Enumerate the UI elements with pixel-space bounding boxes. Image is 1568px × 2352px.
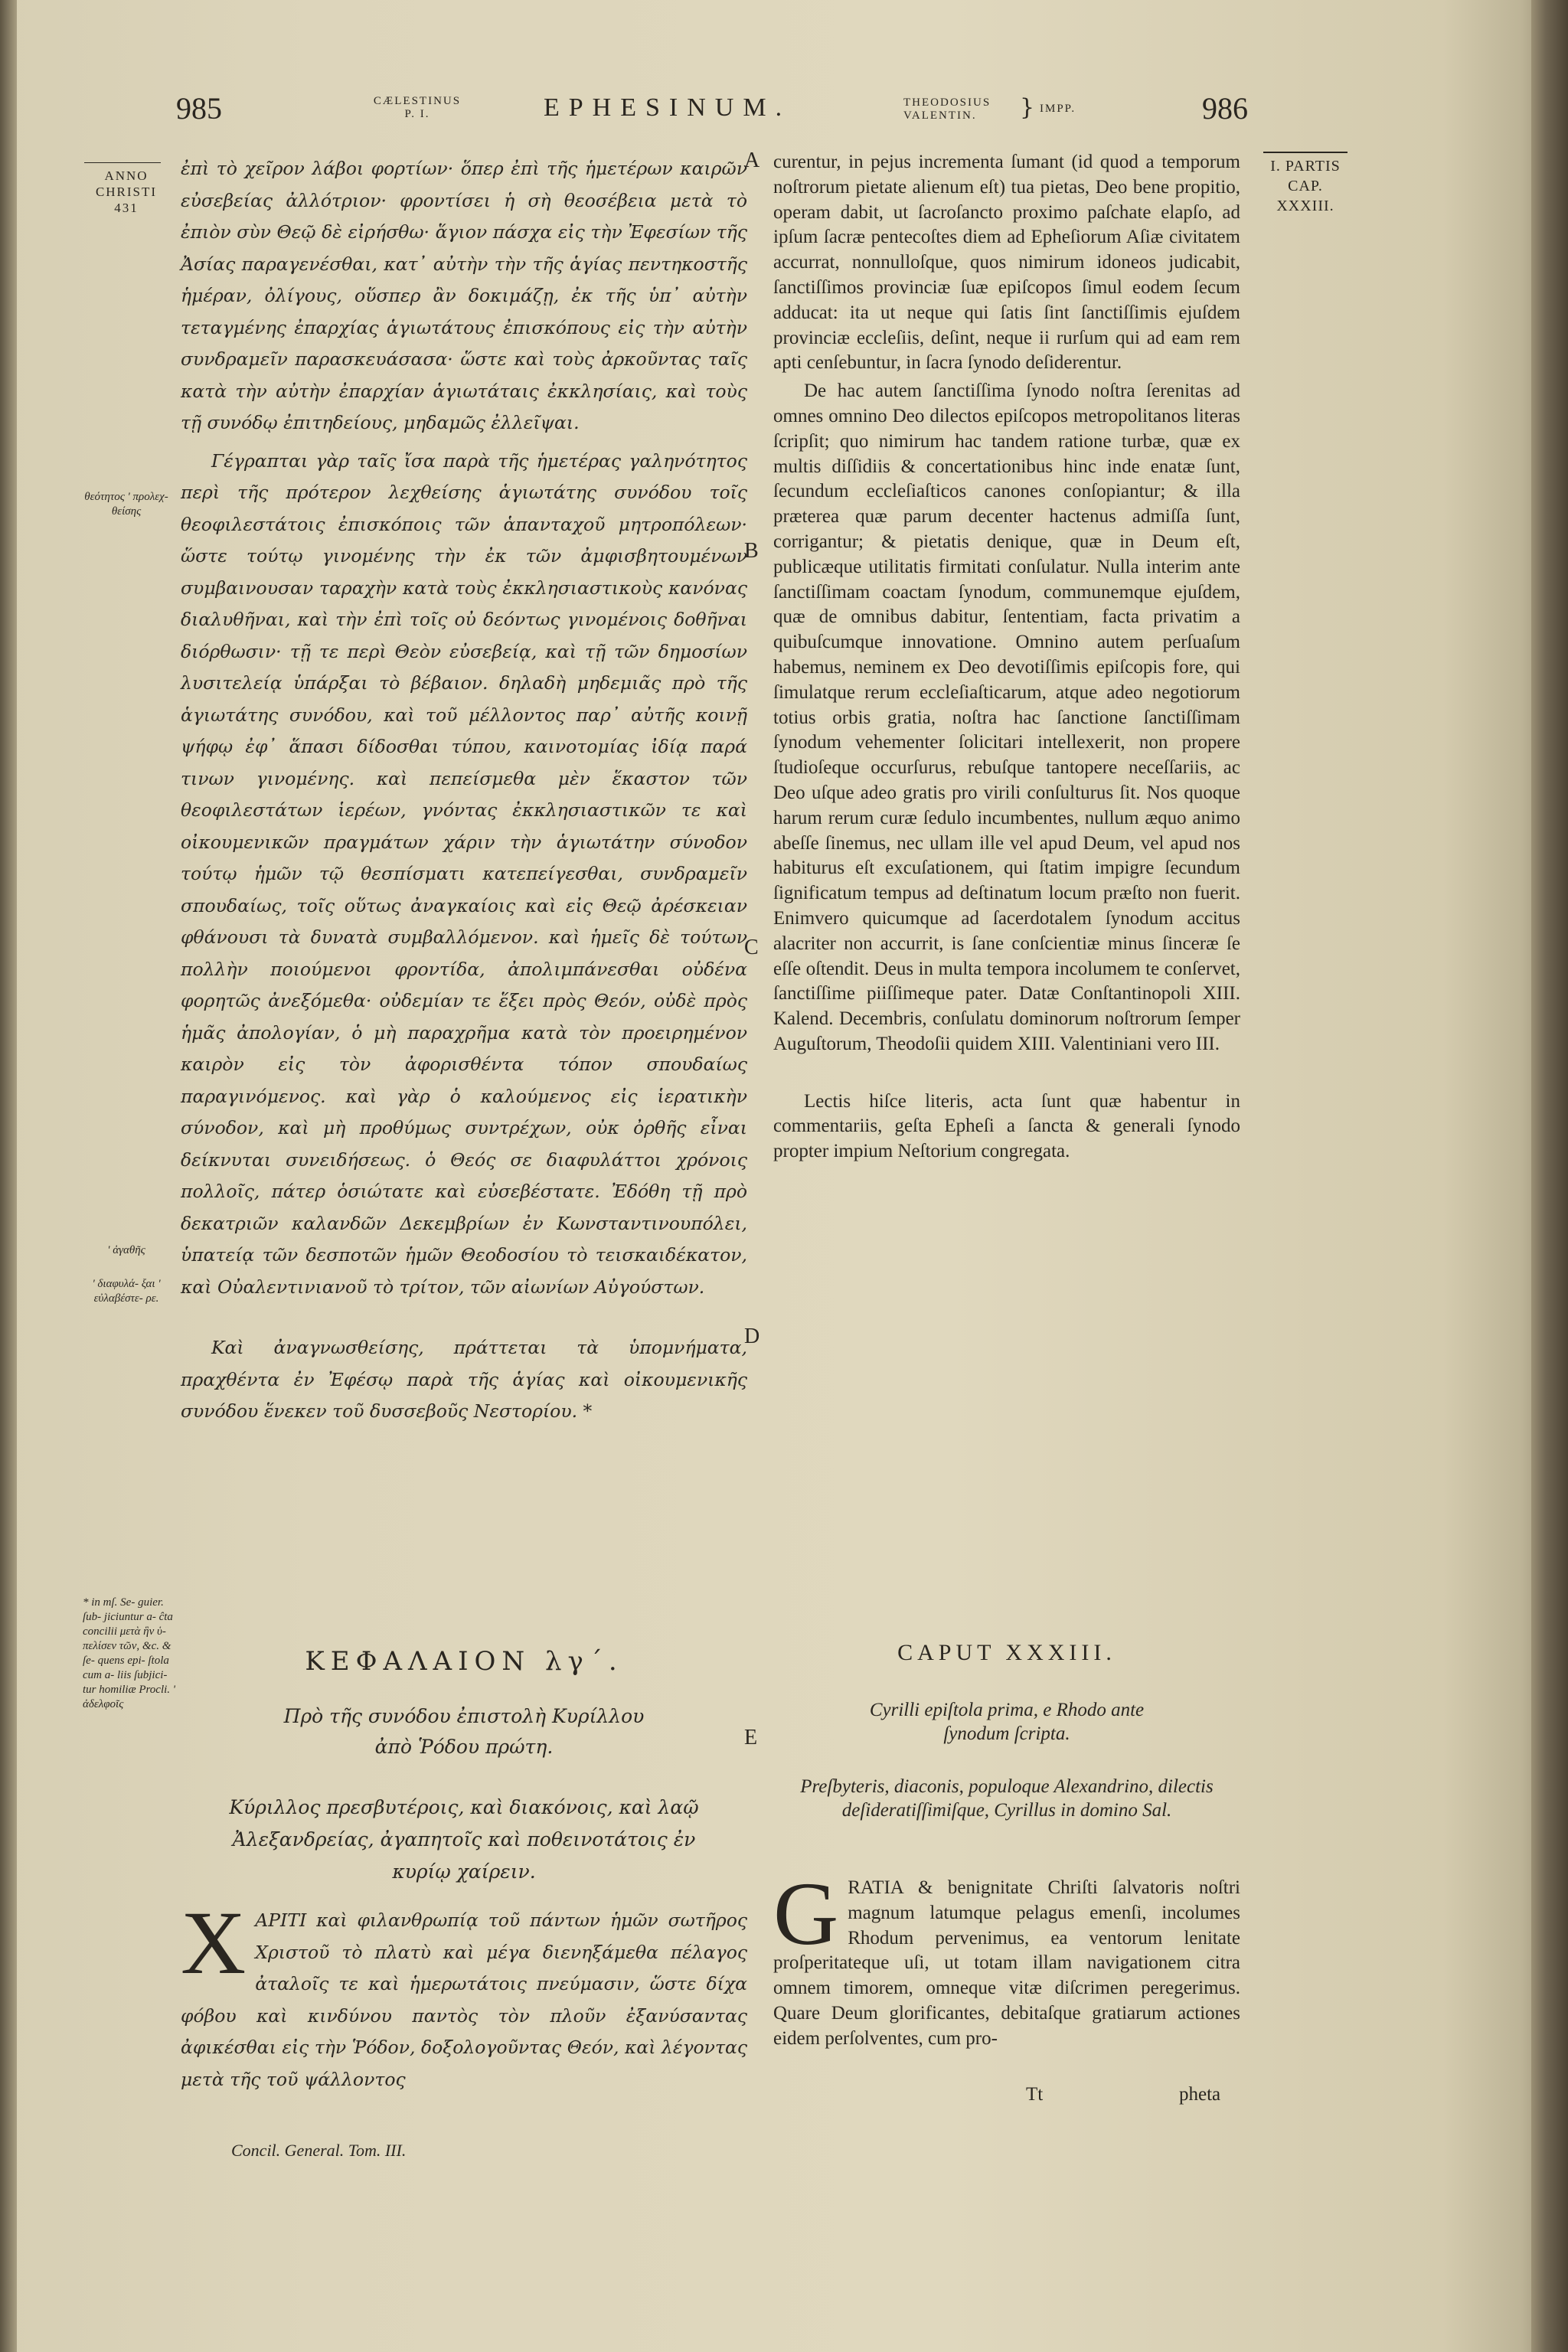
section-letter-c: C (744, 936, 759, 959)
latin-paragraph-1: curentur, in pejus incrementa ſumant (id quod a temporum noſtrorum pietate alienum eſt) tua pietas, Deo bene propitio, operam dabit, ut ſacroſancto proximo paſchate elapſo, ad ipſum ſacræ pentecoſtes diem ad Epheſiorum Aſiæ civitatem accurrat, nonnulloſque, quos nimirum idoneos judicabit, ſanctiſſimos provinciæ ſuæ epiſcopos ſimul eodem ſecum adducat: ita ut neque qui ſatis ſint ſanctiſſimis ejuſdem provinciæ eccleſiis, deſint, neque ii rurſum qui ad eam rem apti cenſebuntur, in ſacra ſynodo deſiderentur. (773, 152, 1240, 374)
section-letter-b: B (744, 539, 759, 563)
partis-text: I. PARTIS CAP. XXXIII. (1270, 158, 1341, 214)
greek-paragraph-4: ΑΡΙΤΙ καὶ φιλανθρωπίᾳ τοῦ πάντων ἡμῶν σωτῆρος Χριστοῦ τὸ πλατὺ καὶ μέγα διενηξάμεθα πέλαγος ἀταλοῖς τε καὶ ἡμερωτάτοις πνεύμασιν, ὥστε δίχα φόβου καὶ κινδύνου παντὸς τὸν πλοῦν ἐξανύσαντας ἀφικέσθαι εἰς τὴν Ῥόδον, δοξολογοῦντας Θεόν, καὶ λέγοντας μετὰ τῆς τοῦ ψάλλοντος (181, 1909, 747, 2090)
running-title: EPHESINUM. (544, 93, 792, 122)
signature-mark: Tt (1026, 2084, 1044, 2105)
header-emperors: THEODOSIUS VALENTIN. (903, 96, 991, 122)
section-letter-d: D (744, 1325, 760, 1348)
margin-anno-christi (77, 162, 176, 216)
latin-column (773, 150, 1240, 1165)
margin-partis-cap (1263, 152, 1348, 216)
margin-note-3: ' διαφυλά- ξαι ' εὐλαβέστε- ρε. (92, 1278, 161, 1305)
brace-glyph: } (1020, 94, 1035, 121)
latin-letter-body (773, 1864, 1240, 2052)
header-pope: CÆLESTINUS P. I. (373, 95, 462, 120)
latin-dropcap: G (773, 1864, 839, 1964)
header-impp: IMPP. (1040, 103, 1076, 115)
book-binding-edge (1531, 0, 1568, 2352)
page-number-right: 986 (1202, 91, 1248, 126)
greek-salutation: Κύριλλος πρεσβυτέροις, καὶ διακόνοις, καὶ λαῷ Ἀλεξανδρείας, ἀγαπητοῖς καὶ ποθεινοτάτοις ἐν κυρίῳ χαίρειν. (229, 1796, 699, 1883)
footer-collection-title: Concil. General. Tom. III. (231, 2141, 407, 2160)
page-number-left: 985 (176, 91, 222, 126)
running-header (84, 90, 1332, 136)
greek-dropcap: Χ (181, 1893, 247, 1993)
latin-chapter-heading: CAPUT XXXIII. (897, 1640, 1116, 1665)
latin-paragraph-4: RATIA & benignitate Chriſti ſalvatoris noſtri magnum latumque pelagus emenſi, incolumes Rhodum pervenimus, ea ventorum lenitate proſperitateque uſi, ut totam illam navigationem citra omnem timorem, omneque vitæ diſcrimen peregerimus. Quare Deum glorificantes, debitaſque gratiarum actiones eidem perſolventes, cum pro- (773, 1877, 1240, 2049)
greek-paragraph-3: Καὶ ἀναγνωσθείσης, πράττεται τὰ ὑπομνήματα, πραχθέντα ἐν Ἐφέσῳ παρὰ τῆς ἁγίας καὶ οἰκουμενικῆς συνόδου ἕνεκεν τοῦ δυσσεβοῦς Νεστορίου. * (181, 1337, 747, 1422)
latin-paragraph-3: Lectis hiſce literis, acta ſunt quæ habentur in commentariis, geſta Epheſi a ſancta & generali ſynodo propter impium Neſtorium congregata. (773, 1090, 1240, 1162)
anno-text: ANNO CHRISTI 431 (95, 168, 158, 215)
greek-column (181, 153, 747, 1428)
margin-note-4: * in mſ. Se- guier. ſub- jiciuntur a- ĉta concilii μετὰ ἣν ὑ- πελίσεν τῶν, &c. & ſe- quens epi- ſtola cum a- liis ſubjici- tur homiliæ Procli. ' ἀδελφοῖς (83, 1596, 175, 1710)
margin-rule (84, 162, 161, 163)
page-gutter (0, 0, 17, 2352)
catchword: pheta (1179, 2084, 1221, 2105)
greek-chapter-subtitle: Πρὸ τῆς συνόδου ἐπιστολὴ Κυρίλλου ἀπὸ Ῥόδου πρώτη. (283, 1705, 645, 1758)
greek-paragraph-2: Γέγραπται γὰρ ταῖς ἴσα παρὰ τῆς ἡμετέρας γαληνότητος περὶ τῆς πρότερον λεχθείσης ἁγιωτάτης συνόδου τοῖς θεοφιλεστάτοις ἐπισκόποις τῶν ἁπανταχοῦ μητροπόλεων· ὥστε τούτῳ γινομένης τὴν ἐκ τῶν ἀμφισβητουμένων συμβαινουσαν ταραχὴν κατὰ τοὺς ἐκκλησιαστικοὺς κανόνας διαλυθῆναι, καὶ τὴν ἐπὶ τοῖς οὐ δεόντως γινομένοις δοθῆναι διόρθωσιν· τῇ τε περὶ Θεὸν εὐσεβείᾳ, καὶ τῇ τῶν δημοσίων λυσιτελείᾳ ὑπάρξαι τὸ βέβαιον. δηλαδὴ μηδεμιᾶς πρὸ τῆς ἁγιωτάτης συνόδου, καὶ τοῦ μέλλοντος παρ᾿ αὐτῆς κοινῇ ψήφῳ ἐφ᾿ ἅπασι δίδοσθαι τύπου, καινοτομίας ἰδίᾳ παρά τινων γινομένης. καὶ πεπείσμεθα μὲν ἕκαστον τῶν θεοφιλεστάτων ἱερέων, γνόντας ἐκκλησιαστικῶν τε καὶ οἰκουμενικῶν πραγμάτων χάριν τὴν ἁγιωτάτην σύνοδον τούτῳ ἡμῶν τῷ θεσπίσματι κατεπείγεσθαι, συνδραμεῖν σπουδαίως, τοῖς οὕτως ἀναγκαίοις καὶ εἰς Θεῷ ἀρέσκειαν φθάνουσι τὰ δυνατὰ συμβαλλόμενον. καὶ ἡμεῖς δὲ τούτων πολλὴν ποιούμενοι φροντίδα, ἀπολιμπάνεσθαι οὐδένα φορητῶς ἀνεξόμεθα· οὐδεμίαν τε ἕξει πρὸς Θεόν, οὐδὲ πρὸς ἡμᾶς ἀπολογίαν, ὁ μὴ παραχρῆμα κατὰ τὸν προειρημένον καιρὸν εἰς τὸν ἀφορισθέντα τόπον σπουδαίως παραγινόμενος. καὶ γὰρ ὁ καλούμενος εἰς ἱερατικὴν σύνοδον, καὶ μὴ προθύμως συντρέχων, οὐκ ὀρθῆς εἶναι δείκνυται συνειδήσεως. ὁ Θεός σε διαφυλάττοι χρόνοις πολλοῖς, πάτερ ὁσιώτατε καὶ εὐσεβέστατε. Ἐδόθη τῇ πρὸ δεκατριῶν καλανδῶν Δεκεμβρίων ἐν Κωνσταντινουπόλει, ὑπατείᾳ τῶν δεσποτῶν ἡμῶν Θεοδοσίου τὸ τεισκαιδέκατον, καὶ Οὐαλεντινιανοῦ τὸ τρίτον, τῶν αἰωνίων Αὐγούστων. (181, 449, 747, 1298)
greek-paragraph-1: ἐπὶ τὸ χεῖρον λάβοι φορτίων· ὅπερ ἐπὶ τῆς ἡμετέρων καιρῶν εὐσεβείας ἀλλότριον· φροντίσει ἡ σὴ θεοσέβεια μετὰ τὸ ἐπιὸν σὺν Θεῷ δὲ εἰρήσθω· ἅγιον πάσχα εἰς τὴν Ἐφεσίων τῆς Ἀσίας παραγενέσθαι, κατ᾿ αὐτὴν τὴν τῆς ἁγίας πεντηκοστῆς ἡμέραν, ὀλίγους, οὕσπερ ἂν δοκιμάζῃ, ἐκ τῆς ὑπ᾿ αὐτὴν τεταγμένης ἐπαρχίας ἁγιωτάτους ἐπισκόπους εἰς τὴν αὐτὴν συνδραμεῖν παρασκευάσασα· ὥστε καὶ τοὺς ἀρκοῦντας ταῖς κατὰ τὴν αὐτὴν ἐπαρχίαν ἁγιωτάταις ἐκκλησίαις, καὶ τοὺς τῇ συνόδῳ ἐπιτηδείους, μηδαμῶς ἐλλεῖψαι. (181, 158, 747, 433)
latin-chapter-subtitle: Cyrilli epiſtola prima, e Rhodo ante ſynodum ſcripta. (869, 1700, 1145, 1744)
section-letter-a: A (744, 149, 760, 172)
greek-chapter-heading: ΚΕΦΑΛΑΙΟΝ λγ´. (305, 1646, 623, 1677)
greek-letter-body (181, 1893, 747, 2096)
partis-rule (1263, 152, 1348, 153)
section-letter-e: E (744, 1726, 758, 1749)
margin-note-2: ' ἀγαθῆς (107, 1244, 145, 1256)
latin-salutation: Preſbyteris, diaconis, populoque Alexandrino, dilectis deſideratiſſimiſque, Cyrillus in domino Sal. (800, 1776, 1214, 1821)
latin-paragraph-2: De hac autem ſanctiſſima ſynodo noſtra ſerenitas ad omnes omnino Deo dilectos epiſcopos metropolitanos literas ſcripſit; quo nimirum hac tandem ratione turbæ, quæ ex multis diſſidiis & concertationibus hinc inde enatæ ſunt, ſecundum eccleſiaſticos canones conſopiantur; & illa præterea quæ parum decenter hactenus admiſſa ſunt, corrigantur; & pietatis denique, quæ in Deum eſt, publicæque utilitatis firmitati conſulatur. Nulla interim ante ſanctiſſimam coactam ſynodum, communemque ejuſdem, quæ de omnibus dabitur, ſententiam, facta privatim a quibuſcumque innovatione. Omnino autem perſuaſum habemus, neminem ex Deo devotiſſimis epiſcopis fore, qui ſimulatque rerum eccleſiaſticarum, atque adeo negotiorum totius orbis gratia, noſtra hac ſanctione ſanctiſſimam ſynodum vehementer ſolicitari intellexerit, non propere ſtudioſeque occurſurus, rebuſque tantopere neceſſariis, ac Deo uſque adeo gratis pro virili conſulturus ſit. Nos quoque harum rerum curæ ſedulo incumbentes, nullum æquo animo abeſſe ſinemus, nec ullam ille vel apud Deum, vel apud nos habiturus eſt excuſationem, qui ſtatim impigre ſecundum ſignificatum tempus ad deſtinatum locum præſto non fuerit. Enimvero quicumque ad ſacerdotalem ſynodum accitus alacriter non accurrit, is ſane conſcientiæ minus ſinceræ ſe eſſe oſtendit. Deus in multa tempora incolumem te conſervet, ſanctiſſime piiſſimeque pater. Datæ Conſtantinopoli XIII. Kalend. Decembris, conſulatu dominorum noſtrorum ſemper Auguſtorum, Theodoſii quidem XIII. Valentiniani vero III. (773, 381, 1240, 1054)
margin-note-1: θεότητος ' προλεχ- θείσης (84, 491, 168, 518)
